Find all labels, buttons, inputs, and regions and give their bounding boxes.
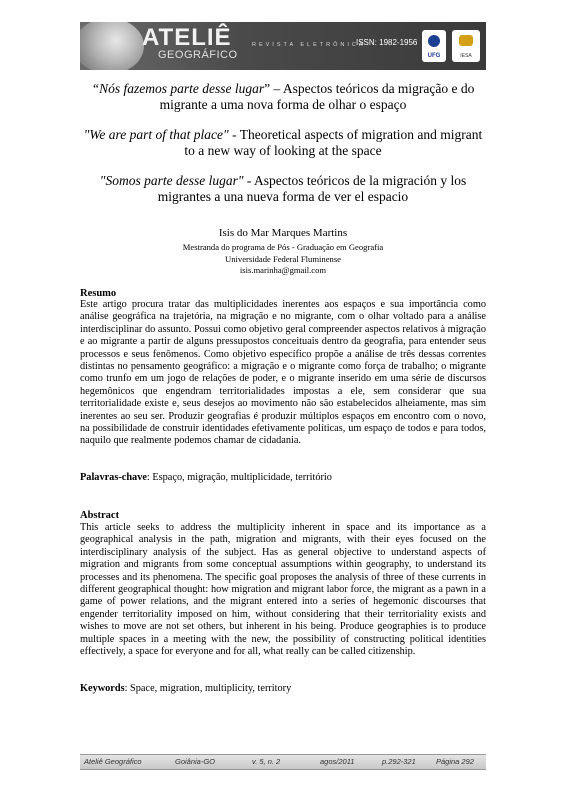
keywords-text: : Space, migration, multiplicity, territory bbox=[124, 683, 292, 694]
logo-subtitle: GEOGRÁFICO bbox=[158, 49, 238, 61]
footer-page-number: Página 292 bbox=[436, 757, 474, 766]
keywords-label: Keywords bbox=[80, 683, 125, 694]
title-pt-rest: ” – Aspectos teóricos da migração e do bbox=[264, 81, 475, 96]
revista-label: REVISTA ELETRÔNICA bbox=[252, 42, 366, 48]
title-spanish bbox=[80, 173, 486, 205]
palavras-chave bbox=[80, 472, 486, 484]
author-name: Isis do Mar Marques Martins bbox=[218, 227, 348, 239]
author-affiliation bbox=[80, 242, 486, 277]
author-email: isis.marinha@gmail.com bbox=[239, 265, 327, 275]
title-en-line2: to a new way of looking at the space bbox=[184, 143, 382, 158]
title-en-italic: "We are part of that place" bbox=[83, 127, 229, 142]
abstract-text: This article seeks to address the multiplicity inherent in space and its importance as a geographical analysis in the path, migration and migrants, with their eyes focused on the interdisciplinary analysis of the subject. Has as general objective to understand aspects of migration and migrants from some conceptual assumptions within geography, to understand its processes and its phenomena. The specific goal proposes the analysis of three of these currents in different geographical thought: how migration and migrant labor force, the migrant as a pawn in a game of power relations, and the migrant entered into a series of hegemonic discourses that engender territoriality imposed on him, without considering that their territoriality exists and wishes to move are not set others, but inherent in his being. Produce geographies is to produce multiple spaces in a meeting with the new, the possibility of constructing political identities effectively, a space for everyone and for all, what really can be called citizenship. bbox=[80, 522, 486, 658]
journal-banner bbox=[80, 22, 486, 70]
iesa-emblem-icon bbox=[459, 35, 473, 46]
title-en-rest: - Theoretical aspects of migration and migrant bbox=[228, 127, 483, 142]
footer-pages: p.292-321 bbox=[382, 757, 416, 766]
page-footer bbox=[80, 754, 486, 770]
logo-title: ATELIÊ bbox=[142, 24, 232, 51]
affiliation-program: Mestranda do programa de Pós - Graduação em Geografia bbox=[182, 242, 384, 252]
title-english bbox=[80, 127, 486, 159]
iesa-logo bbox=[452, 30, 480, 62]
keywords bbox=[80, 683, 486, 695]
resumo-heading: Resumo bbox=[80, 288, 117, 299]
footer-journal: Ateliê Geográfico bbox=[84, 757, 142, 766]
abstract-heading: Abstract bbox=[80, 510, 120, 521]
title-es-italic: "Somos parte desse lugar" bbox=[99, 173, 244, 188]
ufg-label: UFG bbox=[427, 53, 441, 59]
palavras-chave-label: Palavras-chave bbox=[80, 472, 147, 483]
title-es-line2: migrantes a una nueva forma de ver el espacio bbox=[157, 189, 409, 204]
issn-label: ISSN: 1982-1956 bbox=[356, 38, 418, 47]
affiliation-university: Universidade Federal Fluminense bbox=[225, 253, 341, 264]
resumo-text: Este artigo procura tratar das multiplicidades inerentes aos espaços e sua importância como análise geográfica na trajetória, na migração e no migrante, com o olhar voltado para a análise interdisciplinar do assunto. Possui como objetivo geral compreender aspectos relativos à migração e ao migrante a partir de alguns pressupostos conceituais dentro da geografia, para entender seus processos e seus fenômenos. Como objetivo específico propõe a análise de três dessas correntes distintas no pensamento geográfico: a migração e o migrante como força de trabalho; o migrante como trunfo em um jogo de relações de poder, e o migrante inserido em uma série de discursos hegemônicos que engendram territorialidades impostas a ele, sem considerar que sua territorialidade existe e, seus desejos ao movimento não são estabelecidos alheiamente, mas sim inerentes ao seu ser. Produzir geografias é produzir múltiplos espaços em encontro com o novo, na possibilidade de construir identidades efetivamente políticas, um espaço de todos e para todos, naquilo que realmente podemos chamar de cidadania. bbox=[80, 299, 486, 447]
title-pt-italic: “Nós fazemos parte desse lugar bbox=[91, 81, 265, 96]
title-es-rest: - Aspectos teóricos de la migración y los bbox=[243, 173, 467, 188]
ufg-emblem-icon bbox=[428, 35, 440, 47]
palavras-chave-text: : Espaço, migração, multiplicidade, território bbox=[146, 472, 332, 483]
footer-volume: v. 5, n. 2 bbox=[252, 757, 281, 766]
footer-city: Goiânia-GO bbox=[175, 757, 216, 766]
title-portuguese bbox=[80, 81, 486, 113]
title-pt-line2: migrante a uma nova forma de olhar o espaço bbox=[159, 97, 407, 112]
footer-date: agos/2011 bbox=[320, 757, 355, 766]
ufg-logo bbox=[422, 30, 446, 62]
globe-logo-icon bbox=[80, 22, 144, 70]
iesa-label: IESA bbox=[460, 53, 472, 59]
